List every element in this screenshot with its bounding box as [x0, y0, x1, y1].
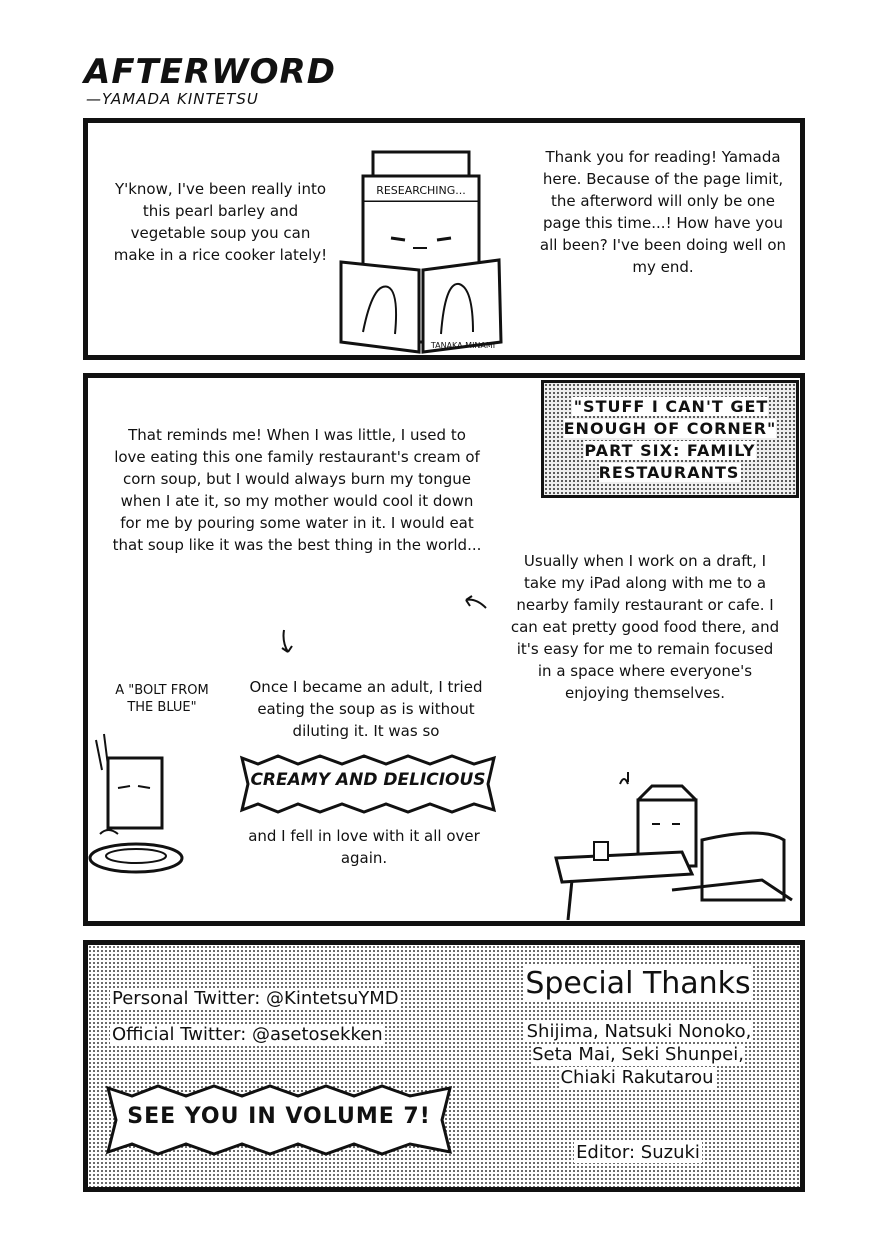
reading-carton-illustration: [333, 142, 523, 354]
author-credit: —YAMADA KINTETSU: [86, 90, 259, 108]
sign-label: RESEARCHING...: [376, 184, 466, 197]
official-twitter: Official Twitter: @asetosekken: [112, 1024, 383, 1045]
work-text: Usually when I work on a draft, I take my iPad along with me to a nearby family restaurant or cafe. I can eat pretty good food there, and it's easy for me to remain focused in a space where everyone's enjoying themselves.: [510, 552, 780, 702]
cafe-illustration: [532, 770, 800, 920]
thanks-text: Thank you for reading! Yamada here. Because of the page limit, the afterword will only be one page this time...! How have you all been? I've been doing well on my end.: [539, 148, 787, 276]
soup-carton-illustration: [88, 730, 198, 890]
soup-text: Y'know, I've been really into this pearl barley and vegetable soup you can make in a rice cooker lately!: [113, 180, 328, 264]
special-thanks-heading: Special Thanks: [525, 966, 751, 1001]
personal-twitter: Personal Twitter: @KintetsuYMD: [112, 988, 399, 1009]
see-you-text: SEE YOU IN VOLUME 7!: [127, 1104, 431, 1129]
magazine-label: TANAKA MINAMI: [430, 341, 496, 350]
love-text: and I fell in love with it all over again.: [248, 827, 480, 867]
adult-text: Once I became an adult, I tried eating the soup as is without diluting it. It was so: [249, 678, 483, 740]
arrow-down-icon: [276, 628, 298, 658]
special-thanks-names: Shijima, Natsuki Nonoko, Seta Mai, Seki Shunpei, Chiaki Rakutarou: [526, 1021, 752, 1088]
corner-title: "STUFF I CAN'T GET ENOUGH OF CORNER" PART SIX: FAMILY RESTAURANTS: [563, 397, 777, 482]
memory-text: That reminds me! When I was little, I used to love eating this one family restaurant's cream of corn soup, but I would always burn my tongue when I ate it, so my mother would cool it down for me by pouring some water in it. I would eat that soup like it was the best thing in the world...: [112, 426, 482, 554]
page-title: AFTERWORD: [84, 52, 336, 92]
editor-credit: Editor: Suzuki: [576, 1142, 700, 1163]
bolt-caption: A "BOLT FROM THE BLUE": [115, 683, 209, 715]
arrow-up-icon: [462, 592, 492, 614]
burst-text: CREAMY AND DELICIOUS: [250, 770, 486, 790]
